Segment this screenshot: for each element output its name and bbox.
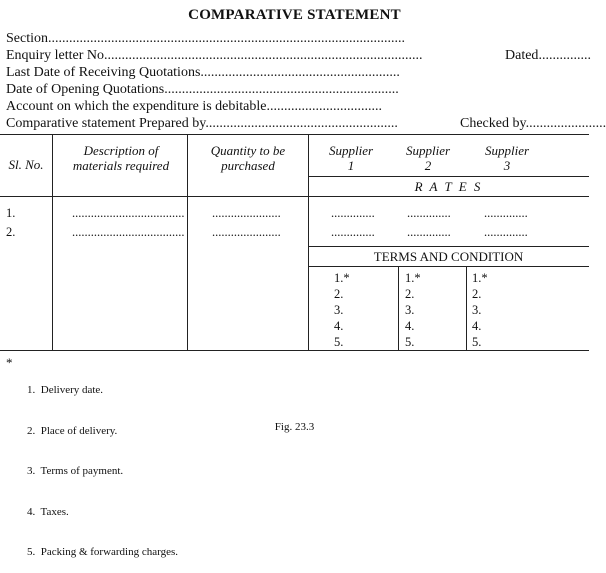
rates-label: R A T E S	[414, 179, 483, 194]
supplier-name: Supplier	[328, 143, 374, 158]
footnote-item: 3. Terms of payment.	[27, 465, 124, 477]
field-dots: .................................	[266, 99, 382, 114]
field-section	[6, 30, 405, 47]
terms-list-supplier-2	[405, 270, 421, 350]
terms-item: 4.	[405, 319, 415, 333]
col-divider-3	[308, 134, 309, 350]
field-last-date	[6, 64, 400, 81]
terms-item: 3.	[472, 303, 482, 317]
field-dots: .......................	[525, 116, 606, 131]
row-1-rate-supplier-2: ..............	[407, 206, 451, 220]
field-checked-by	[460, 115, 606, 132]
field-opening-date	[6, 81, 399, 98]
field-enquiry-letter	[6, 47, 422, 64]
terms-divider-1	[398, 266, 399, 350]
header-bottom-rule	[0, 196, 589, 197]
column-header-quantity: Quantity to be purchased	[210, 143, 286, 173]
terms-divider-2	[466, 266, 467, 350]
terms-item: 1.*	[405, 271, 421, 285]
field-dots: ...................................................................	[164, 82, 399, 97]
field-dots: ...............	[538, 48, 591, 63]
supplier-number: 3	[503, 158, 511, 173]
supplier-number: 2	[424, 158, 432, 173]
terms-item: 3.	[334, 303, 344, 317]
col-divider-2	[187, 134, 188, 350]
column-header-supplier-3	[472, 143, 542, 173]
terms-item: 1.*	[334, 271, 350, 285]
terms-list-supplier-1	[334, 270, 350, 350]
table-bottom-border	[0, 350, 589, 351]
col-divider-1	[52, 134, 53, 350]
column-header-description: Description of materials required	[72, 143, 170, 173]
field-label: Enquiry letter No	[6, 48, 104, 63]
field-label: Comparative statement Prepared by	[6, 116, 206, 131]
field-label: Date of Opening Quotations	[6, 82, 165, 97]
terms-item: 1.*	[472, 271, 488, 285]
terms-label: TERMS AND CONDITION	[373, 249, 524, 264]
field-label: Section	[6, 31, 48, 46]
terms-item: 2.	[472, 287, 482, 301]
supplier-number: 1	[347, 158, 355, 173]
row-1-description: ....................................	[72, 206, 185, 220]
row-1-quantity: ......................	[212, 206, 281, 220]
row-1-sl-no: 1.	[6, 206, 16, 220]
field-label: Last Date of Receiving Quotations	[6, 65, 201, 80]
rates-top-rule	[308, 176, 589, 177]
terms-item: 4.	[334, 319, 344, 333]
footnote-item: 4. Taxes.	[27, 505, 69, 518]
footnote-list	[27, 357, 178, 573]
terms-item: 3.	[405, 303, 415, 317]
row-2-quantity: ......................	[212, 225, 281, 239]
terms-top-rule	[308, 246, 589, 247]
field-dots: ......................................................................................................	[48, 31, 405, 46]
terms-item: 5.	[334, 335, 344, 349]
page-title: COMPARATIVE STATEMENT	[188, 7, 401, 23]
terms-bottom-rule	[308, 266, 589, 267]
table-top-border	[0, 134, 589, 135]
terms-item: 2.	[334, 287, 344, 301]
field-dots: .......................................................	[205, 116, 398, 131]
field-dots: .........................................................	[200, 65, 400, 80]
field-dots: ...........................................................................................	[103, 48, 423, 63]
column-header-supplier-1	[316, 143, 386, 173]
row-2-rate-supplier-3: ..............	[484, 225, 528, 239]
row-2-rate-supplier-1: ..............	[331, 225, 375, 239]
terms-item: 5.	[472, 335, 482, 349]
footnote-marker: *	[6, 355, 13, 370]
row-1-rate-supplier-3: ..............	[484, 206, 528, 220]
terms-item: 5.	[405, 335, 415, 349]
row-1-rate-supplier-1: ..............	[331, 206, 375, 220]
field-label: Dated	[505, 48, 539, 63]
row-2-sl-no: 2.	[6, 225, 16, 239]
supplier-name: Supplier	[405, 143, 451, 158]
footnote-item: 2. Place of delivery.	[27, 424, 118, 437]
field-dated	[505, 47, 591, 64]
field-label: Account on which the expenditure is debitable	[6, 99, 267, 114]
footnote-item: 5. Packing & forwarding charges.	[27, 546, 179, 558]
footnote-item: 1. Delivery date.	[27, 384, 104, 396]
row-2-rate-supplier-2: ..............	[407, 225, 451, 239]
column-header-supplier-2	[393, 143, 463, 173]
terms-list-supplier-3	[472, 270, 488, 350]
figure-caption: Fig. 23.3	[274, 421, 315, 433]
terms-item: 2.	[405, 287, 415, 301]
supplier-name: Supplier	[484, 143, 530, 158]
terms-item: 4.	[472, 319, 482, 333]
column-header-sl-no: Sl. No.	[8, 157, 44, 172]
field-prepared-by	[6, 115, 398, 132]
row-2-description: ....................................	[72, 225, 185, 239]
field-label: Checked by	[460, 116, 526, 131]
field-account	[6, 98, 382, 115]
